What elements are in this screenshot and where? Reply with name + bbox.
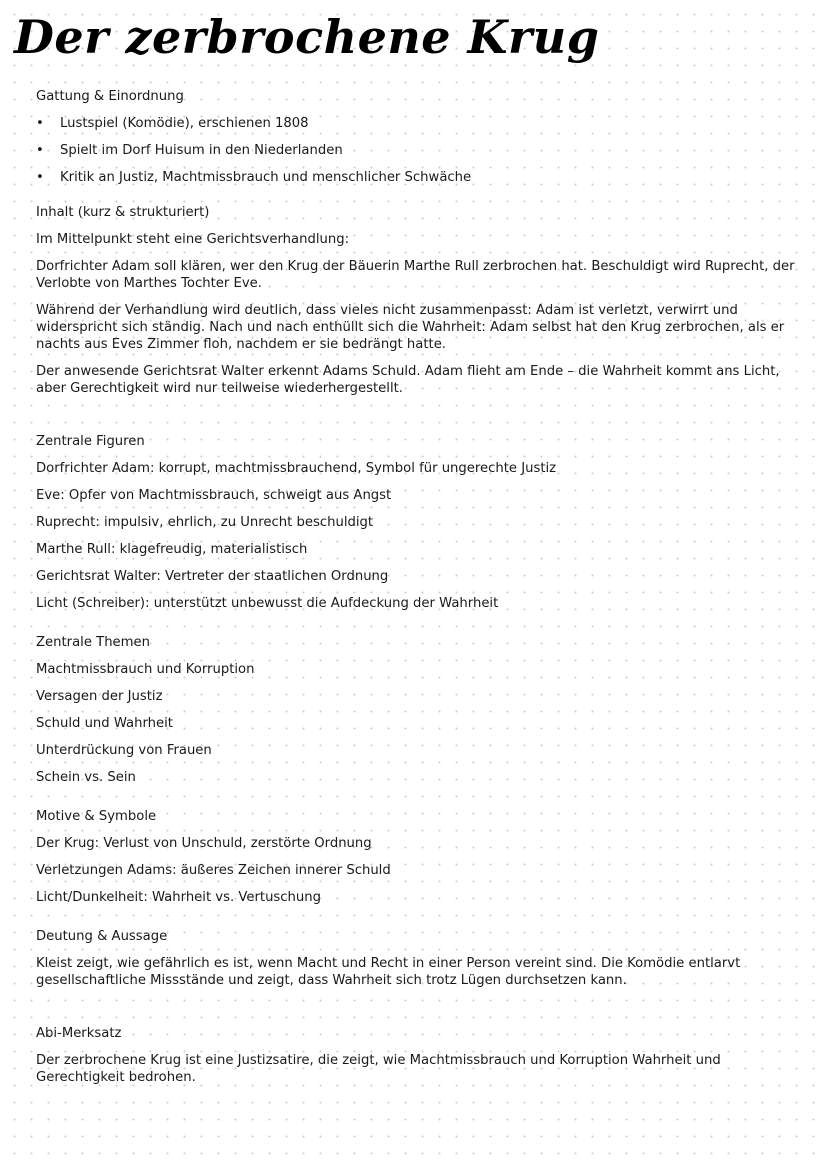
section-heading: Motive & Symbole xyxy=(36,809,157,824)
section-themen xyxy=(36,634,812,786)
paragraph: Kleist zeigt, wie gefährlich es ist, wenn Macht und Recht in einer Person vereint sind. Die Komödie entlarvt gesellschaftliche Missstände und zeigt, dass Wahrheit sich trotz Lügen durchsetzen kann. xyxy=(36,956,741,988)
section-figuren xyxy=(36,433,812,612)
section-heading: Gattung & Einordnung xyxy=(36,89,184,104)
section-heading: Deutung & Aussage xyxy=(36,929,168,944)
list-item: • Lustspiel (Komödie), erschienen 1808 xyxy=(36,115,812,132)
list-item: • Kritik an Justiz, Machtmissbrauch und menschlicher Schwäche xyxy=(36,169,812,186)
section-inhalt xyxy=(36,204,812,397)
list-item: • Spielt im Dorf Huisum in den Niederlanden xyxy=(36,142,812,159)
list-item: Eve: Opfer von Machtmissbrauch, schweigt aus Angst xyxy=(36,488,392,503)
paragraph: Während der Verhandlung wird deutlich, dass vieles nicht zusammenpasst: Adam ist verletzt, verwirrt und widerspricht sich ständig. Nach und nach enthüllt sich die Wahrheit: Adam selbst hat den Krug zerbrochen, als er nachts aus Eves Zimmer floh, nachdem er sie bedrängt hatte. xyxy=(36,303,785,352)
list-item: Schein vs. Sein xyxy=(36,770,136,785)
list-item: Marthe Rull: klagefreudig, materialistisch xyxy=(36,542,308,557)
list-item: Unterdrückung von Frauen xyxy=(36,743,212,758)
paragraph: Der anwesende Gerichtsrat Walter erkennt Adams Schuld. Adam flieht am Ende – die Wahrheit kommt ans Licht, aber Gerechtigkeit wird nur teilweise wiederhergestellt. xyxy=(36,364,780,396)
section-deutung xyxy=(36,928,812,989)
list-item: Der Krug: Verlust von Unschuld, zerstörte Ordnung xyxy=(36,836,372,851)
section-heading: Zentrale Themen xyxy=(36,635,150,650)
paragraph: Der zerbrochene Krug ist eine Justizsatire, die zeigt, wie Machtmissbrauch und Korruption Wahrheit und Gerechtigkeit bedrohen. xyxy=(36,1053,721,1085)
list-item: Verletzungen Adams: äußeres Zeichen innerer Schuld xyxy=(36,863,391,878)
list-item: Versagen der Justiz xyxy=(36,689,163,704)
bullet-list xyxy=(36,115,812,186)
section-gattung xyxy=(36,88,812,186)
list-item: Ruprecht: impulsiv, ehrlich, zu Unrecht beschuldigt xyxy=(36,515,374,530)
list-item: Machtmissbrauch und Korruption xyxy=(36,662,255,677)
section-heading: Abi-Merksatz xyxy=(36,1026,122,1041)
note-content xyxy=(36,88,812,1096)
list-item: Gerichtsrat Walter: Vertreter der staatlichen Ordnung xyxy=(36,569,389,584)
section-heading: Inhalt (kurz & strukturiert) xyxy=(36,205,210,220)
paragraph: Im Mittelpunkt steht eine Gerichtsverhandlung: xyxy=(36,232,350,247)
section-motive xyxy=(36,808,812,906)
page-title: Der zerbrochene Krug xyxy=(14,10,600,64)
section-heading: Zentrale Figuren xyxy=(36,434,145,449)
section-merksatz xyxy=(36,1025,812,1086)
list-item: Licht/Dunkelheit: Wahrheit vs. Vertuschung xyxy=(36,890,321,905)
list-item: Licht (Schreiber): unterstützt unbewusst die Aufdeckung der Wahrheit xyxy=(36,596,499,611)
list-item: Schuld und Wahrheit xyxy=(36,716,173,731)
paragraph: Dorfrichter Adam soll klären, wer den Krug der Bäuerin Marthe Rull zerbrochen hat. Beschuldigt wird Ruprecht, der Verlobte von Marthes Tochter Eve. xyxy=(36,259,795,291)
list-item: Dorfrichter Adam: korrupt, machtmissbrauchend, Symbol für ungerechte Justiz xyxy=(36,461,557,476)
